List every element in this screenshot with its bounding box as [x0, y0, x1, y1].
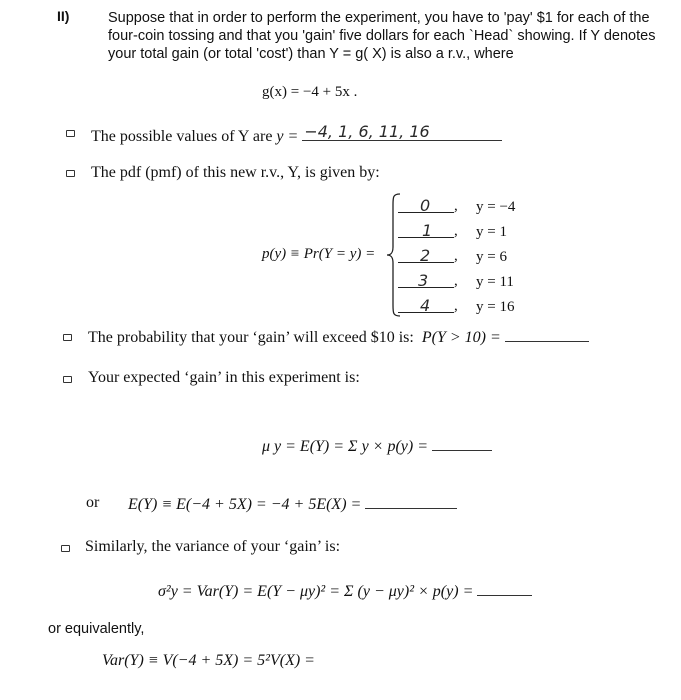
equivalently-label: or equivalently, — [48, 621, 145, 637]
pmf-condition: y = 11 — [476, 274, 514, 290]
checkbox-bullet-icon — [63, 376, 72, 383]
variance-formula: σ²y = Var(Y) = E(Y − μy)² = Σ (y − μy)² × p(y) = — [158, 583, 474, 600]
intro-line-1: Suppose that in order to perform the experiment, you have to 'pay' $1 for each of the — [108, 10, 650, 26]
probability-label: The probability that your ‘gain’ will exceed $10 is: — [88, 329, 414, 346]
expected-alt-blank — [365, 494, 457, 509]
variance-label: Similarly, the variance of your ‘gain’ is: — [85, 538, 341, 555]
pmf-value: 4 — [420, 296, 431, 315]
pmf-condition: y = −4 — [476, 199, 516, 215]
possible-values-label: The possible values of Y are — [91, 128, 273, 145]
expected-formula: μ y = E(Y) = Σ y × p(y) = — [262, 438, 429, 455]
probability-expression: P(Y > 10) = — [421, 329, 501, 346]
expected-alt-row — [128, 494, 457, 514]
checkbox-bullet-icon — [61, 545, 70, 552]
pmf-lhs: p(y) ≡ Pr(Y = y) = — [262, 246, 376, 262]
variance-alt-formula: Var(Y) ≡ V(−4 + 5X) = 5²V(X) = — [102, 652, 315, 669]
probability-blank — [505, 327, 589, 342]
variance-blank — [477, 581, 532, 596]
possible-values-blank — [302, 124, 502, 141]
expected-label: Your expected ‘gain’ in this experiment is: — [88, 369, 360, 386]
section-label: II) — [57, 8, 70, 24]
or-label: or — [86, 494, 100, 511]
possible-values-prefix: y = — [276, 128, 299, 145]
possible-values-answer: −4, 1, 6, 11, 16 — [304, 122, 430, 141]
intro-line-3: your total gain (or total 'cost') than Y = g( X) is also a r.v., where — [108, 46, 514, 62]
checkbox-bullet-icon — [66, 130, 75, 137]
possible-values-row — [91, 124, 502, 146]
function-definition: g(x) = −4 + 5x . — [262, 84, 358, 100]
pmf-condition: y = 6 — [476, 249, 507, 265]
pmf-value: 1 — [422, 221, 433, 240]
expected-blank — [432, 436, 492, 451]
pmf-value: 3 — [418, 271, 429, 290]
checkbox-bullet-icon — [63, 334, 72, 341]
expected-alt-formula: E(Y) ≡ E(−4 + 5X) = −4 + 5E(X) = — [128, 496, 362, 513]
pmf-value: 2 — [420, 246, 431, 265]
pmf-label: The pdf (pmf) of this new r.v., Y, is given by: — [91, 164, 380, 181]
intro-paragraph — [108, 9, 655, 63]
expected-formula-row — [262, 436, 492, 456]
variance-formula-row — [158, 581, 532, 601]
pmf-value: 0 — [420, 196, 431, 215]
intro-line-2: four-coin tossing and that you 'gain' five dollars for each `Head` showing. If Y denotes — [108, 28, 656, 44]
checkbox-bullet-icon — [66, 170, 75, 177]
pmf-condition: y = 16 — [476, 299, 515, 315]
probability-row — [88, 327, 589, 347]
pmf-condition: y = 1 — [476, 224, 507, 240]
